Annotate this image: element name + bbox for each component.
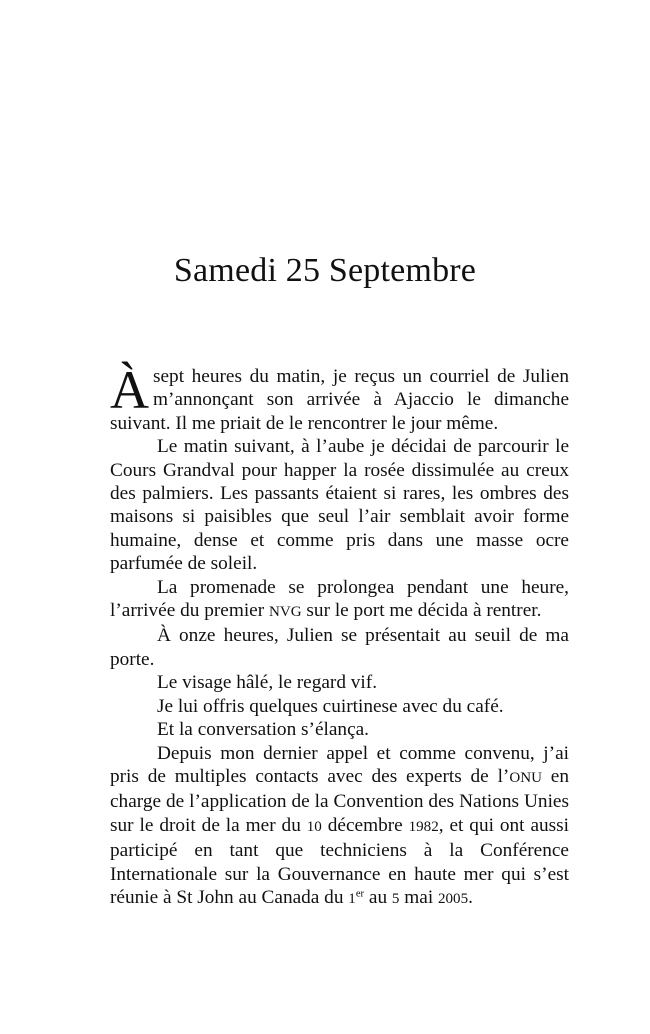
paragraph-3 bbox=[110, 576, 569, 625]
abbreviation-onu: ONU bbox=[509, 769, 542, 786]
paragraph-1-text: sept heures du matin, je reçus un courriel de Julien m’annonçant son arrivée à Ajaccio le dimanche suivant. Il me priait de le rencontrer le jour même. bbox=[110, 366, 569, 434]
paragraph-3-text-a: La promenade se prolongea pendant une heure, l’arrivée du premier bbox=[110, 576, 569, 622]
abbreviation-nvg: NVG bbox=[269, 604, 302, 621]
date-day: 10 bbox=[306, 818, 322, 835]
paragraph-6: Je lui offris quelques cuirtinese avec du café. bbox=[157, 695, 504, 717]
paragraph-4: À onze heures, Julien se présentait au seuil de ma porte. bbox=[110, 625, 569, 670]
paragraph-8-text-f: mai bbox=[399, 886, 438, 908]
date-year: 1982 bbox=[408, 818, 439, 835]
paragraph-2: Le matin suivant, à l’aube je décidai de parcourir le Cours Grandval pour happer la rosée dissimulée au creux des palmiers. Les passants étaient si rares, les ombres des maisons si paisibles que seul l’air semblait avoir forme humaine, dense et comme pris dans une masse ocre parfumée de soleil. bbox=[110, 436, 569, 575]
paragraph-3-text-b: sur le port me décida à rentrer. bbox=[301, 600, 542, 622]
start-day: 1 bbox=[348, 890, 356, 907]
paragraph-5: Le visage hâlé, le regard vif. bbox=[157, 672, 378, 694]
drop-cap: À bbox=[110, 360, 149, 420]
start-day-superscript: er bbox=[355, 888, 365, 900]
date-range bbox=[348, 887, 473, 908]
end-year: 2005 bbox=[438, 890, 469, 907]
paragraph-7: Et la conversation s’élança. bbox=[157, 719, 369, 741]
chapter-title: Samedi 25 Septembre bbox=[173, 252, 477, 289]
paragraph-8-text-d: , et qui ont aussi participé en tant que techniciens à la Conférence Internationale sur la Gouvernance en haute mer qui s’est réunie à St John au Canada du bbox=[110, 814, 570, 908]
paragraph-8-text-e: au bbox=[364, 886, 392, 908]
paragraph-8 bbox=[110, 742, 569, 912]
paragraph-8-text-g: . bbox=[468, 886, 473, 908]
paragraph-8-text-c: décembre bbox=[321, 814, 409, 836]
paragraph-8-text-b: en charge de l’application de la Convention des Nations Unies sur le droit de la mer du bbox=[110, 765, 569, 836]
paragraph-8-text-a: Depuis mon dernier appel et comme convenu, j’ai pris de multiples contacts avec des experts de l’ bbox=[110, 742, 569, 787]
body-text bbox=[110, 360, 570, 911]
end-day: 5 bbox=[391, 890, 400, 907]
paragraph-1 bbox=[110, 360, 569, 435]
